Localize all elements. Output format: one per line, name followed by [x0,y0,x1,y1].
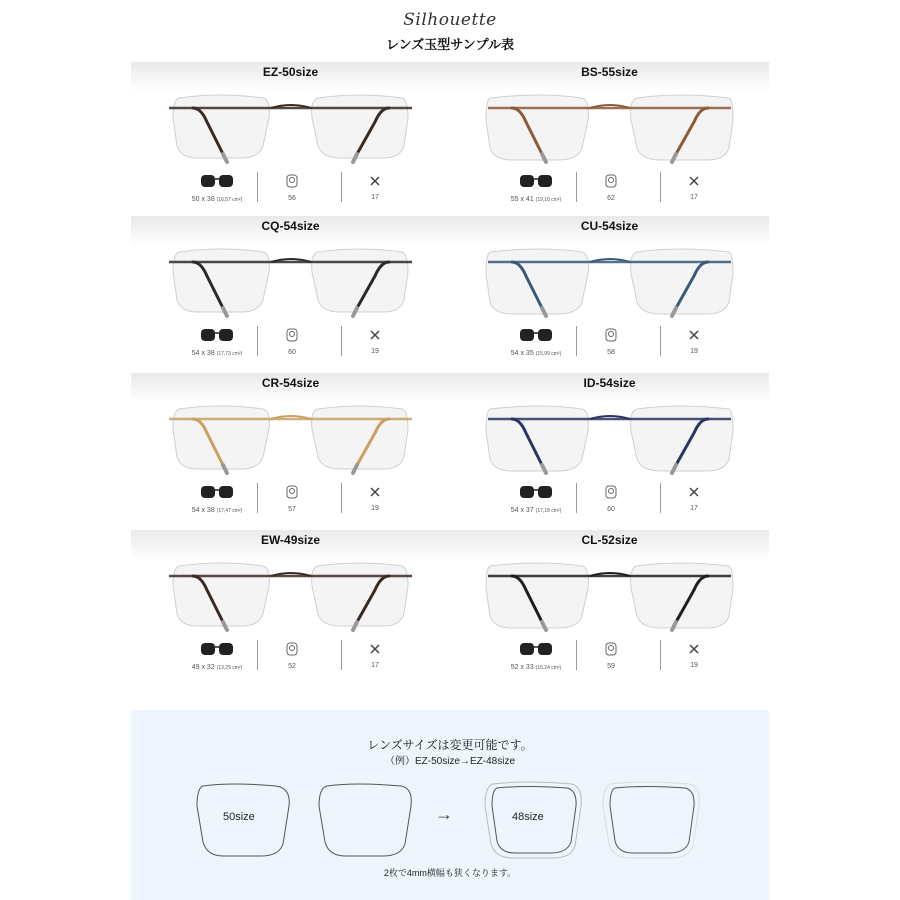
divider [257,172,258,202]
bridge-icon [605,642,617,656]
temple-spec [679,328,709,355]
divider [341,483,342,513]
bridge-icon [605,174,617,188]
lens-size-icon [200,642,234,656]
info-note: 2枚で4mm横幅も狭くなります。 [383,868,517,878]
lens-dimensions: 54 x 38 (17,73 cm²) [191,350,243,357]
lens-dimensions: 49 x 32 (13,29 cm²) [191,664,243,671]
bridge-spec [596,485,626,513]
divider [341,172,342,202]
model-name: CQ-54size [261,219,320,233]
bridge-spec [277,174,307,202]
bridge-spec [596,328,626,356]
temple-spec [679,485,709,512]
label-48size: 48size [512,811,544,823]
temple-icon [369,175,381,187]
lens-size-icon [519,642,553,656]
model-panel [131,216,450,358]
lens-size-icon [200,485,234,499]
divider [257,483,258,513]
temple-spec [679,174,709,201]
temple-icon [688,329,700,341]
model-panel [450,373,769,515]
spec-row [450,324,769,358]
temple-icon [688,643,700,655]
lens-size-icon [519,485,553,499]
lens-dimensions: 54 x 38 (17,47 cm²) [191,507,243,514]
temple-spec [360,642,390,669]
temple-icon [688,175,700,187]
temple-value: 17 [371,194,379,201]
model-name: EW-49size [260,533,321,547]
temple-value: 17 [690,194,698,201]
divider [576,483,577,513]
bridge-value: 57 [288,506,296,513]
divider [660,640,661,670]
model-name: EZ-50size [262,65,319,79]
lens-size-spec [179,642,255,674]
temple-spec [360,485,390,512]
lens-dimensions: 55 x 41 (19,18 cm²) [510,196,562,203]
bridge-value: 62 [607,195,615,202]
bridge-value: 56 [288,195,296,202]
divider [576,172,577,202]
lens-size-spec [179,328,255,360]
model-panel [131,373,450,515]
divider [660,483,661,513]
bridge-icon [605,328,617,342]
bridge-spec [596,174,626,202]
model-panel [450,216,769,358]
lens-size-spec [498,485,574,517]
divider [341,326,342,356]
temple-spec [360,174,390,201]
model-panel [450,62,769,204]
bridge-value: 60 [288,349,296,356]
divider [660,172,661,202]
spec-row [131,481,450,515]
bridge-value: 52 [288,663,296,670]
bridge-value: 59 [607,663,615,670]
bridge-icon [286,328,298,342]
lens-dimensions: 54 x 35 (15,99 cm²) [510,350,562,357]
lens-dimensions: 52 x 33 (15,24 cm²) [510,664,562,671]
temple-value: 17 [371,662,379,669]
divider [341,640,342,670]
lens-size-icon [200,174,234,188]
lens-size-info-box [131,710,769,900]
divider [257,326,258,356]
lens-outline-50size-right [319,784,411,856]
bridge-icon [605,485,617,499]
bridge-icon [286,642,298,656]
bridge-value: 60 [607,506,615,513]
bridge-spec [277,328,307,356]
label-50size: 50size [223,811,255,823]
spec-row [131,324,450,358]
bridge-value: 58 [607,349,615,356]
spec-row [131,170,450,204]
model-name: CR-54size [261,376,320,390]
lens-size-icon [519,328,553,342]
temple-value: 19 [371,505,379,512]
temple-icon [369,643,381,655]
model-name: BS-55size [581,65,638,79]
model-name: CL-52size [581,533,638,547]
divider [660,326,661,356]
lens-size-icon [200,328,234,342]
model-name: ID-54size [583,376,636,390]
spec-row [131,638,450,672]
spec-row [450,481,769,515]
spec-row [450,170,769,204]
bridge-icon [286,174,298,188]
temple-value: 19 [371,348,379,355]
temple-icon [369,329,381,341]
silhouette-logo: Silhouette [403,10,497,30]
temple-spec [679,642,709,669]
temple-value: 17 [690,505,698,512]
arrow-icon: → [435,804,453,824]
temple-icon [369,486,381,498]
lens-size-spec [498,642,574,674]
info-example: （例）EZ-50size→EZ-48size [384,756,516,767]
page-subtitle: レンズ玉型サンプル表 [385,37,515,52]
lens-size-spec [498,174,574,206]
info-heading: レンズサイズは変更可能です。 [367,738,533,752]
lens-dimensions: 50 x 38 (16,57 cm²) [191,196,243,203]
model-panel [450,530,769,672]
bridge-icon [286,485,298,499]
bridge-spec [277,642,307,670]
lens-size-spec [179,485,255,517]
divider [257,640,258,670]
lens-size-spec [179,174,255,206]
model-panel [131,62,450,204]
spec-row [450,638,769,672]
model-panel [131,530,450,672]
model-name: CU-54size [580,219,639,233]
bridge-spec [277,485,307,513]
temple-value: 19 [690,348,698,355]
divider [576,326,577,356]
temple-icon [688,486,700,498]
lens-outline-48size-right [610,787,694,854]
temple-value: 19 [690,662,698,669]
lens-size-icon [519,174,553,188]
lens-size-spec [498,328,574,360]
lens-dimensions: 54 x 37 (17,18 cm²) [510,507,562,514]
divider [576,640,577,670]
temple-spec [360,328,390,355]
bridge-spec [596,642,626,670]
